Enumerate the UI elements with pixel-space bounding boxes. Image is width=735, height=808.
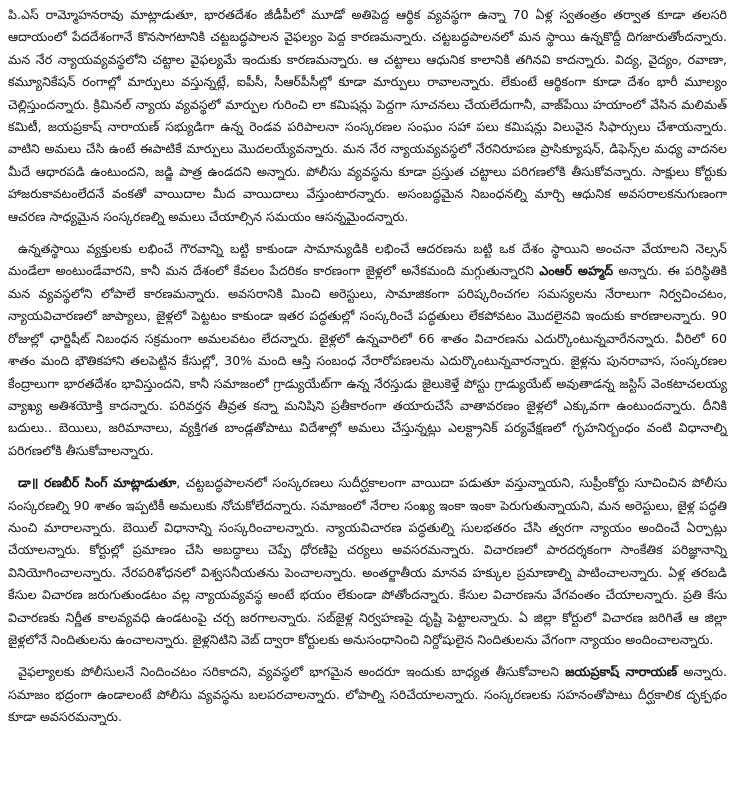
paragraph-rammohanrao	[8, 4, 727, 228]
paragraph-text: పి.ఎస్ రామ్మోహనరావు మాట్లాడుతూ, భారతదేశం జీడీపీలో మూడో అతిపెద్ద ఆర్థిక వ్యవస్థగా ఉన్నా 70 ఏళ్ల స్వతంత్రం తర్వాత కూడా తలసరి ఆదాయంలో పేదదేశంగానే కొనసాగటానికి చట్టబద్ధపాలన వైఫల్యం పెద్ద కారణమన్నారు. చట్టబద్ధపాలనలో మన స్థాయి ఉన్నకొద్దీ దిగజారుతోందన్నారు. మన నేర న్యాయవ్యవస్థలోని చట్టాల వైఫల్యమే ఇందుకు కారణమన్నారు. ఆ చట్టాలు ఆధునిక కాలానికి తగినవి కాదన్నారు. విద్య, వైద్యం, రవాణా, కమ్యూనికేషన్ రంగాల్లో మార్పులు వస్తున్నట్లే, ఐపీసీ, సీఆర్‌పీసీల్లో కూడా మార్పులు రావాలన్నారు. లేకుంటే ఆర్థికంగా కూడా దేశం భారీ మూల్యం చెల్లిస్తుందన్నారు. క్రిమినల్ న్యాయ వ్యవస్థలో మార్పుల గురించి లా కమిషన్లు పెద్దగా సూచనలు చేయలేదుగానీ, వాజ్‌పేయి హయాంలో వేసిన మలిమత్ కమిటీ, జయప్రకాష్ నారాయణ్ సభ్యుడిగా ఉన్న రెండవ పరిపాలనా సంస్కరణల సంఘం సహా పలు కమిషన్లు విలువైన సిఫార్సులు చేశాయన్నారు. వాటిని అమలు చేసి ఉంటే ఈపాటికే మార్పులు మొదలయ్యేవన్నారు. మన నేర న్యాయవ్యవస్థలో నేరనిరూపణ ప్రాసిక్యూషన్, డిఫెన్స్‌ల మధ్య వాదనల మీదే ఆధారపడి ఉంటుందని, జడ్జి పాత్ర ఉండదని అన్నారు. పోలీసు వ్యవస్థను కూడా ప్రస్తుత చట్టాలు పరిగణలోకి తీసుకోవన్నారు. సాక్షులు కోర్టుకు హాజరుకావటంలేదనే వంకతో వాయిదాల మీద వాయిదాలు వేస్తుంటారన్నారు. అసంబద్ధమైన నిబంధనల్ని మార్చి ఆధునిక అవసరాలకనుగుణంగా ఆచరణ సాధ్యమైన సంస్కరణల్ని అమలు చేయాల్సిన సమయం ఆసన్నమైందన్నారు.	[8, 7, 727, 224]
paragraph-text: అన్నారు. సమాజం భద్రంగా ఉండాలంటే పోలీసు వ్యవస్థను బలపరచాలన్నారు. లోపాల్ని సరిచేయాలన్నారు. సంస్కరణలకు సహనంతోపాటు దీర్ఘకాలిక దృక్పథం కూడా అవసరమన్నారు.	[8, 664, 727, 725]
speaker-name-ahmed: ఎంఆర్ అహ్మద్	[539, 263, 614, 279]
paragraph-ranbir-singh	[8, 472, 727, 651]
paragraph-text: ఉన్నతస్థాయి వ్యక్తులకు లభించే గౌరవాన్ని బట్టి కాకుండా సామాన్యుడికి లభించే ఆదరణను బట్టి ఒక దేశం స్థాయిని అంచనా వేయాలని నెల్సన్ మండేలా అంటుండేవారని, కానీ మన దేశంలో కేవలం పేదరికం కారణంగా జైళ్లలో అనేకమంది మగ్గుతున్నారని	[8, 241, 727, 279]
paragraph-text: వైఫల్యాలకు పోలీసులనే నిందించటం సరికాదని, వ్యవస్థలో భాగమైన అందరూ ఇందుకు బాధ్యత తీసుకోవాలని	[18, 664, 566, 680]
paragraph-ahmed	[8, 238, 727, 462]
paragraph-jayaprakash	[8, 661, 727, 728]
paragraph-text: అన్నారు. ఈ పరిస్థితికి మన వ్యవస్థలోని లోపాలే కారణమన్నారు. అవసరానికి మించి అరెస్టులు, సామాజికంగా పరిష్కరించగల సమస్యలను నేరాలుగా నిర్వచించటం, న్యాయవిచారణలో జాప్యాలు, జైళ్లలో పెట్టటం కాకుండా ఇతర పద్ధతుల్లో సంస్కరించే పద్ధతులు లేకపోవటం మొదలైనవి ఇందుకు కారణాలన్నారు. 90 రోజుల్లో ఛార్జిషీట్ నిబంధన సక్రమంగా అమలవటం లేదన్నారు. జైళ్లలో ఉన్నవారిలో 66 శాతం విచారణను ఎదుర్కొంటున్నవారేనన్నారు. వీరిలో 60 శాతం మంది భౌతికహాని తలపెట్టిన కేసుల్లో, 30% మంది ఆస్తి సంబంధ నేరారోపణలను ఎదుర్కొంటున్నవారన్నారు. జైళ్లను పునరావాస, సంస్కరణల కేంద్రాలుగా భారతదేశం భావిస్తుందని, కానీ సమాజంలో గ్రాడ్యుయేట్‌గా ఉన్న నేరస్తుడు జైలుకెళ్తే పోస్టు గ్రాడ్యుయేట్ అవుతాడన్న జస్టిస్ వెంకటాచలయ్య వ్యాఖ్య అతిశయోక్తి కాదన్నారు. పరివర్తన తీవ్రత కన్నా మనిషిని ప్రతీకారంగా తయారుచేసే వాతావరణం జైళ్లలో ఎక్కువగా ఉంటుందన్నారు. దీనికి బదులు.. బెయిలు, జరిమానాలు, వ్యక్తిగత బాండ్లతోపాటు విదేశాల్లో అమలు చేస్తున్నట్లు ఎలక్ట్రానిక్ పర్యవేక్షణలో గృహనిర్బంధం వంటి విధానాల్ని పరిగణలోకి తీసుకోవాలన్నారు.	[8, 263, 727, 458]
paragraph-text: , చట్టబద్ధపాలనలో సంస్కరణలు సుదీర్ఘకాలంగా వాయిదా పడుతూ వస్తున్నాయని, సుప్రీంకోర్టు సూచించిన పోలీసు సంస్కరణల్ని 90 శాతం ఇప్పటికీ అమలుకు నోచుకోలేదన్నారు. సమాజంలో నేరాల సంఖ్య ఇంకా ఇంకా పెరుగుతున్నాయని, మన అరెస్టులు, జైళ్ల పద్ధతి నుంచి మారాలన్నారు. బెయిల్ విధానాన్ని సంస్కరించాలన్నారు. న్యాయవిచారణ పద్ధతుల్ని సులభతరం చేసి త్వరగా న్యాయం అందించే ఏర్పాట్లు చేయాలన్నారు. కోర్టుల్లో ప్రమాణం చేసి అబద్ధాలు చెప్పే ధోరణిపై చర్యలు అవసరమన్నారు. విచారణలో పారదర్శకంగా సాంకేతిక పరిజ్ఞానాన్ని వినియోగించాలన్నారు. నేరపరిశోధనలో విశ్వసనీయతను పెంచాలన్నారు. అంతర్జాతీయ మానవ హక్కుల ప్రమాణాల్ని పాటించాలన్నారు. ఏళ్ల తరబడి కేసుల విచారణ జరుగుతుండటం వల్ల న్యాయవ్యవస్థ అంటే భయం లేకుండా పోతోందన్నారు. కేసుల విచారణను వేగవంతం చేయాలన్నారు. ప్రతి కేసు విచారణకు నిర్ణీత కాలవ్యవధి ఉండటంపై చర్చ జరగాలన్నారు. సబ్‌జైళ్ల నిర్వహణపై దృష్టి పెట్టాలన్నారు. ఏ జిల్లా కోర్టులో విచారణ జరిగితే ఆ జిల్లా జైళ్లలోనే నిందితులను ఉంచాలన్నారు. జైళ్లనిటిని వెబ్ ద్వారా కోర్టులకు అనుసంధానించి నిర్దోషులైన నిందితులను వేగంగా న్యాయం అందించాలన్నారు.	[8, 475, 727, 647]
speaker-name-jayaprakash: జయప్రకాష్ నారాయణ్	[565, 664, 678, 680]
speaker-name-ranbir-singh: డా॥ రణబీర్ సింగ్ మాట్లాడుతూ	[18, 475, 177, 491]
